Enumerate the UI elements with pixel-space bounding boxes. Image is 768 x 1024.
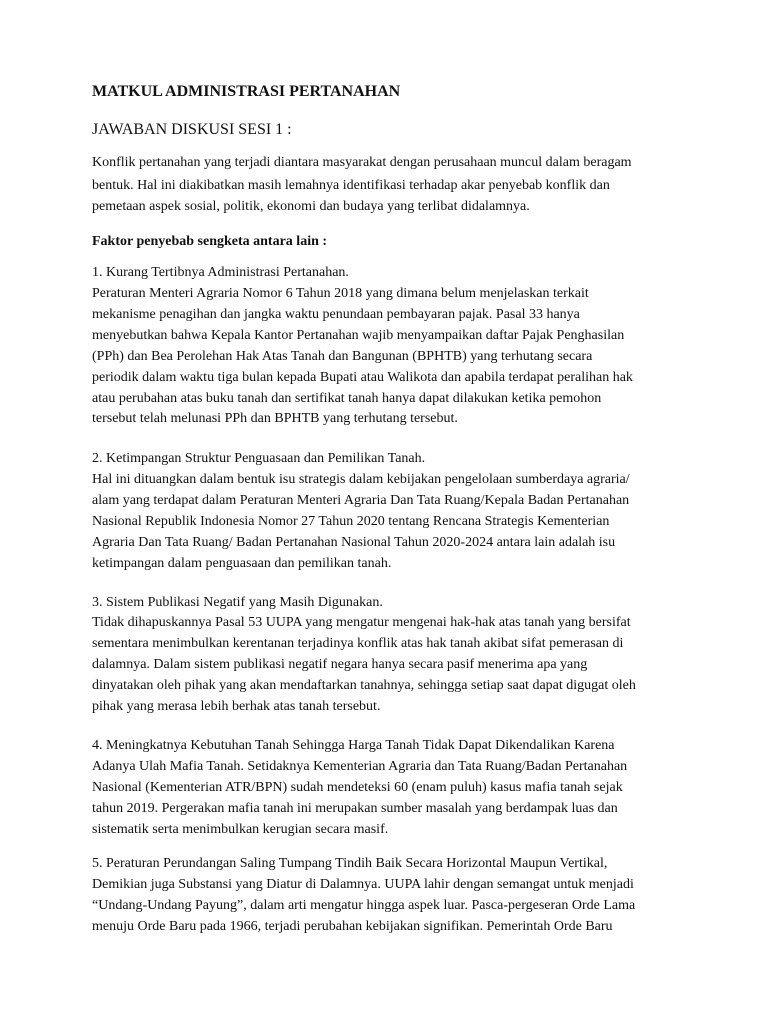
point3-heading: 3. Sistem Publikasi Negatif yang Masih Digunakan.	[92, 595, 383, 610]
point1-line: menyebutkan bahwa Kepala Kantor Pertanahan wajib menyampaikan daftar Pajak Penghasilan	[92, 328, 625, 343]
point4-line: sistematik serta menimbulkan kerugian secara masif.	[92, 822, 389, 837]
point1-line: mekanisme penagihan dan jangka waktu penundaan pembayaran pajak. Pasal 33 hanya	[92, 307, 580, 322]
point3-line: sementara menimbulkan kerentanan terjadinya konflik atas hak tanah akibat sifat pemerasan di	[92, 636, 624, 651]
point2-line: Agraria Dan Tata Ruang/ Badan Pertanahan Nasional Tahun 2020-2024 antara lain adalah isu	[92, 535, 616, 550]
section-heading: Faktor penyebab sengketa antara lain :	[92, 234, 328, 249]
point1-line: Peraturan Menteri Agraria Nomor 6 Tahun 2018 yang dimana belum menjelaskan terkait	[92, 286, 589, 301]
point1-heading: 1. Kurang Tertibnya Administrasi Pertanahan.	[92, 265, 349, 280]
intro-line: pemetaan aspek sosial, politik, ekonomi dan budaya yang terlibat didalamnya.	[92, 199, 530, 214]
point4-heading: 4. Meningkatnya Kebutuhan Tanah Sehingga Harga Tanah Tidak Dapat Dikendalikan Karena	[92, 738, 615, 753]
intro-line: Konflik pertanahan yang terjadi diantara masyarakat dengan perusahaan muncul dalam beragam	[92, 155, 632, 170]
point5-line: menuju Orde Baru pada 1966, terjadi perubahan kebijakan signifikan. Pemerintah Orde Baru	[92, 919, 613, 934]
point3-line: Tidak dihapuskannya Pasal 53 UUPA yang mengatur mengenai hak-hak atas tanah yang bersifat	[92, 615, 631, 630]
point3-line: dinyatakan oleh pihak yang akan mendaftarkan tanahnya, sehingga setiap saat dapat digugat oleh	[92, 678, 636, 693]
point3-line: pihak yang merasa lebih berhak atas tanah tersebut.	[92, 699, 381, 714]
document-title: MATKUL ADMINISTRASI PERTANAHAN	[92, 83, 401, 100]
point1-line: (PPh) dan Bea Perolehan Hak Atas Tanah dan Bangunan (BPHTB) yang terhutang secara	[92, 349, 593, 364]
point4-line: tahun 2019. Pergerakan mafia tanah ini merupakan sumber masalah yang berdampak luas dan	[92, 801, 618, 816]
point4-line: Nasional (Kementerian ATR/BPN) sudah mendeteksi 60 (enam puluh) kasus mafia tanah sejak	[92, 780, 623, 795]
point5-line: “Undang-Undang Payung”, dalam arti mengatur hingga aspek luar. Pasca-pergeseran Orde Lama	[92, 898, 636, 913]
point2-line: ketimpangan dalam penguasaan dan pemilikan tanah.	[92, 556, 392, 571]
point2-heading: 2. Ketimpangan Struktur Penguasaan dan Pemilikan Tanah.	[92, 451, 426, 466]
point2-line: alam yang terdapat dalam Peraturan Menteri Agraria Dan Tata Ruang/Kepala Badan Pertanahan	[92, 493, 630, 508]
point4-line: Adanya Ulah Mafia Tanah. Setidaknya Kementerian Agraria dan Tata Ruang/Badan Pertanahan	[92, 759, 628, 774]
point3-line: dalamnya. Dalam sistem publikasi negatif negara hanya secara pasif menerima apa yang	[92, 657, 588, 672]
point5-heading: 5. Peraturan Perundangan Saling Tumpang Tindih Baik Secara Horizontal Maupun Vertikal,	[92, 856, 608, 871]
point1-line: periodik dalam waktu tiga bulan kepada Bupati atau Walikota dan apabila terdapat peralihan hak	[92, 370, 633, 385]
point1-line: tersebut telah melunasi PPh dan BPHTB yang terhutang tersebut.	[92, 411, 458, 426]
point1-line: atau perubahan atas buku tanah dan sertifikat tanah hanya dapat dilakukan ketika pemohon	[92, 391, 602, 406]
point2-line: Nasional Republik Indonesia Nomor 27 Tahun 2020 tentang Rencana Strategis Kementerian	[92, 514, 610, 529]
point5-line: Demikian juga Substansi yang Diatur di Dalamnya. UUPA lahir dengan semangat untuk menjadi	[92, 877, 634, 892]
document-subtitle: JAWABAN DISKUSI SESI 1 :	[92, 121, 292, 138]
point2-line: Hal ini dituangkan dalam bentuk isu strategis dalam kebijakan pengelolaan sumberdaya agraria/	[92, 472, 630, 487]
intro-line: bentuk. Hal ini diakibatkan masih lemahnya identifikasi terhadap akar penyebab konflik dan	[92, 178, 610, 193]
